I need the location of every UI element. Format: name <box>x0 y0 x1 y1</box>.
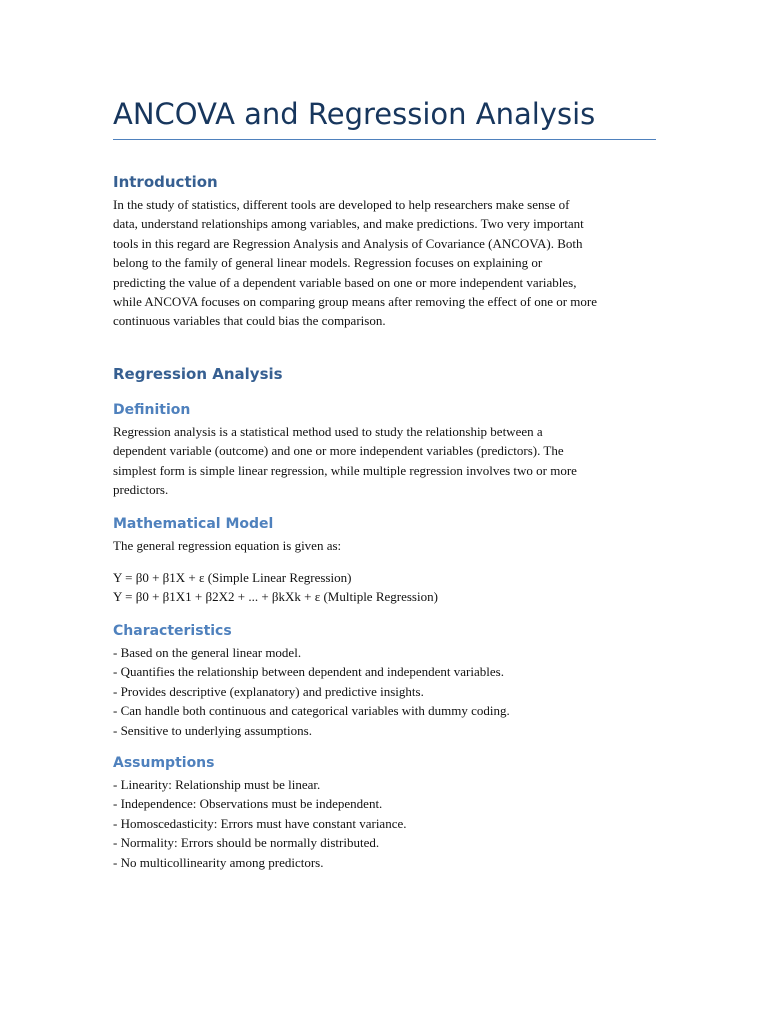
text-line: predicting the value of a dependent variable based on one or more independent variables, <box>113 274 577 290</box>
text-line: continuous variables that could bias the comparison. <box>113 313 386 329</box>
characteristics-list <box>113 643 656 740</box>
text-line: predictors. <box>113 482 169 498</box>
heading-mathematical-model: Mathematical Model <box>113 516 274 532</box>
model-equations <box>113 568 656 607</box>
heading-characteristics: Characteristics <box>113 623 232 639</box>
list-item: - Homoscedasticity: Errors must have constant variance. <box>113 815 407 831</box>
heading-definition: Definition <box>113 402 191 418</box>
list-item: - Sensitive to underlying assumptions. <box>113 722 312 738</box>
document-title: ANCOVA and Regression Analysis <box>113 97 596 131</box>
text-line: belong to the family of general linear models. Regression focuses on explaining or <box>113 255 543 271</box>
list-item: - Linearity: Relationship must be linear. <box>113 777 321 792</box>
text-line: dependent variable (outcome) and one or more independent variables (predictors). The <box>113 443 564 459</box>
equation-multiple: Y = β0 + β1X1 + β2X2 + ... + βkXk + ε (Multiple Regression) <box>113 589 438 605</box>
list-item: - Can handle both continuous and categorical variables with dummy coding. <box>113 703 510 719</box>
title-underline <box>113 139 656 140</box>
heading-introduction: Introduction <box>113 173 218 191</box>
heading-assumptions: Assumptions <box>113 755 215 771</box>
text-line: tools in this regard are Regression Analysis and Analysis of Covariance (ANCOVA). Both <box>113 235 583 251</box>
list-item: - Quantifies the relationship between dependent and independent variables. <box>113 664 504 680</box>
text-line: Regression analysis is a statistical method used to study the relationship between a <box>113 424 543 439</box>
definition-paragraph <box>113 422 656 500</box>
list-item: - No multicollinearity among predictors. <box>113 854 324 870</box>
list-item: - Independence: Observations must be independent. <box>113 796 383 812</box>
introduction-paragraph <box>113 195 656 331</box>
heading-regression-analysis: Regression Analysis <box>113 365 283 383</box>
text-line: data, understand relationships among variables, and make predictions. Two very important <box>113 216 584 232</box>
equation-simple: Y = β0 + β1X + ε (Simple Linear Regression) <box>113 570 352 585</box>
text-line: The general regression equation is given as: <box>113 538 342 553</box>
assumptions-list <box>113 775 656 872</box>
text-line: while ANCOVA focuses on comparing group means after removing the effect of one or more <box>113 294 598 310</box>
list-item: - Normality: Errors should be normally distributed. <box>113 835 380 851</box>
model-intro <box>113 536 656 555</box>
list-item: - Provides descriptive (explanatory) and predictive insights. <box>113 683 424 699</box>
text-line: In the study of statistics, different tools are developed to help researchers make sense of <box>113 197 570 212</box>
text-line: simplest form is simple linear regression, while multiple regression involves two or more <box>113 462 577 478</box>
list-item: - Based on the general linear model. <box>113 645 302 660</box>
